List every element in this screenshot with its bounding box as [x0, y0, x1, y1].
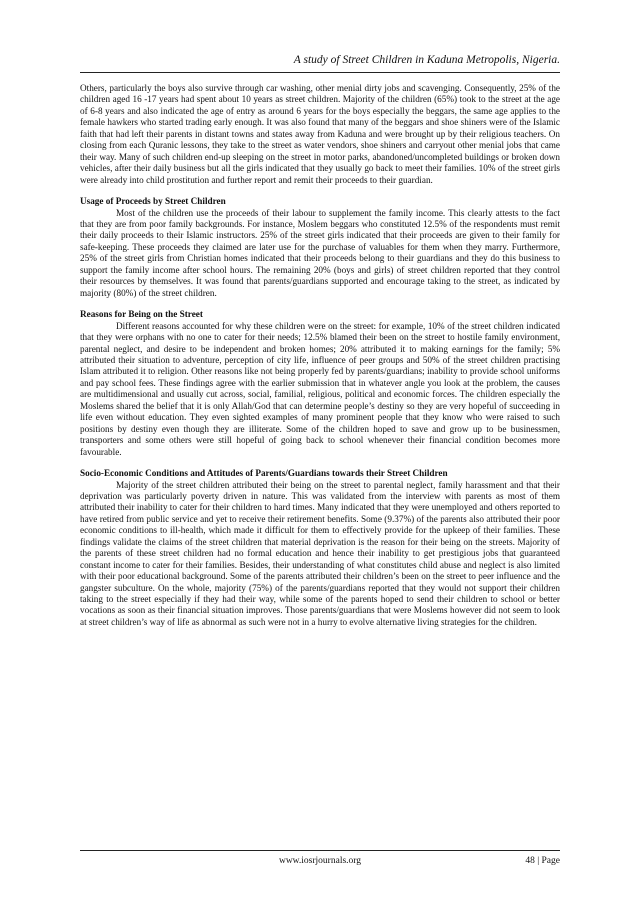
section-heading-socio-economic: Socio-Economic Conditions and Attitudes of Parents/Guardians towards their Street Children	[80, 468, 448, 479]
paragraph-2: Most of the children use the proceeds of their labour to supplement the family income. This clearly attests to the fact that they are from poor family backgrounds. For instance, Moslem beggars who constituted 12.5% of the respondents must remit their daily proceeds to their Islamic instructors. 25% of the street girls indicated that their proceeds are given to their family for safe-keeping. These proceeds they claimed are later use for the purchase of valuables for them when they marry. Furthermore, 25% of the street girls from Christian homes indicated that their proceeds belong to their guardians and they do this business to support the family income after school hours. The remaining 20% (boys and girls) of street children reported that they control their resources by themselves. It was found that parents/guardians supported and encourage taking to the street, as indicated by majority (80%) of the street children.	[80, 207, 560, 298]
running-title: A study of Street Children in Kaduna Metropolis, Nigeria.	[293, 54, 560, 66]
section-heading-usage: Usage of Proceeds by Street Children	[80, 196, 226, 207]
footer-page-number: 48 | Page	[525, 856, 560, 866]
article-body	[80, 83, 560, 638]
footer-website: www.iosrjournals.org	[278, 856, 362, 866]
header-rule	[80, 72, 560, 73]
paragraph-1: Others, particularly the boys also survive through car washing, other menial dirty jobs and scavenging. Consequently, 25% of the children aged 16 -17 years had spent about 10 years as street children. Majority of the children (65%) took to the street at the age of 6-8 years and also indicated the age of entry as around 6 years for the boys especially the beggars, the same age applies to the female hawkers who started trading early enough. It was also found that many of the beggars and shoe shiners were of the Islamic faith that had left their parents in distant towns and states away from Kaduna and were brought up by their religious teachers. On closing from each Quranic lessons, they take to the street as water vendors, shoe shiners and carryout other menial jobs that came their way. Many of such children end-up sleeping on the street in motor parks, abandoned/uncompleted buildings or broken down vehicles, after their daily business but all the girls indicated that they usually go back to meet their families. 10% of the street girls were already into child prostitution and further report and remit their proceeds to their guardian.	[80, 83, 560, 185]
footer-rule	[80, 850, 560, 851]
paragraph-3: Different reasons accounted for why these children were on the street: for example, 10% of the street children indicated that they were orphans with no one to cater for their needs; 12.5% blamed their been on the street to hostile family environment, parental neglect, and desire to be independent and broken homes; 20% attributed it to making earnings for the family; 5% attributed their situation to adventure, perception of city life, influence of peer groups and 50% of the street children practising Islam attributed it to religion. Other reasons like not being properly fed by parents/guardians; inability to provide school uniforms and pay school fees. These findings agree with the earlier submission that in whatever angle you look at the problem, the causes are multidimensional and usually cut across, social, familial, religious, political and economic forces. The children especially the Moslems shared the belief that it is only Allah/God that can determine people’s destiny so they are very hopeful of succeeding in life even without education. They even sighted examples of many prominent people that they know who were raised to such positions by destiny even though they are illiterate. Some of the children hoped to save and grow up to be businessmen, transporters and some others were still hopeful of going back to school whenever their financial condition becomes more favourable.	[80, 320, 560, 457]
paragraph-4: Majority of the street children attributed their being on the street to parental neglect, family harassment and that their deprivation was particularly poverty driven in nature. This was validated from the interview with parents as most of them attributed their inability to cater for their children to hard times. Many indicated that they were unemployed and others reported to have retired from public service and yet to receive their retirement benefits. Some (9.37%) of the parents also attributed their poor economic conditions to ill-health, which made it difficult for them to effectively provide for the upkeep of their families. These findings validate the claims of the street children that material deprivation is the reason for their being on the streets. Majority of the parents of these street children had no formal education and hence their inability to get prestigious jobs that guaranteed constant income to cater for their families. Besides, their understanding of what constitutes child abuse and neglect is also limited with their poor educational background. Some of the parents attributed their children’s been on the street to peer influence and the gangster subculture. On the whole, majority (75%) of the parents/guardians reported that they would not support their children taking to the street especially if they had their way, while some of the parents hoped to send their children to school or better vocations as soon as their financial situation improves. Those parents/guardians that were Moslems however did not seem to look at street children’s way of life as abnormal as such were not in a hurry to evolve alternative living strategies for the children.	[80, 479, 560, 627]
section-heading-reasons: Reasons for Being on the Street	[80, 309, 203, 320]
